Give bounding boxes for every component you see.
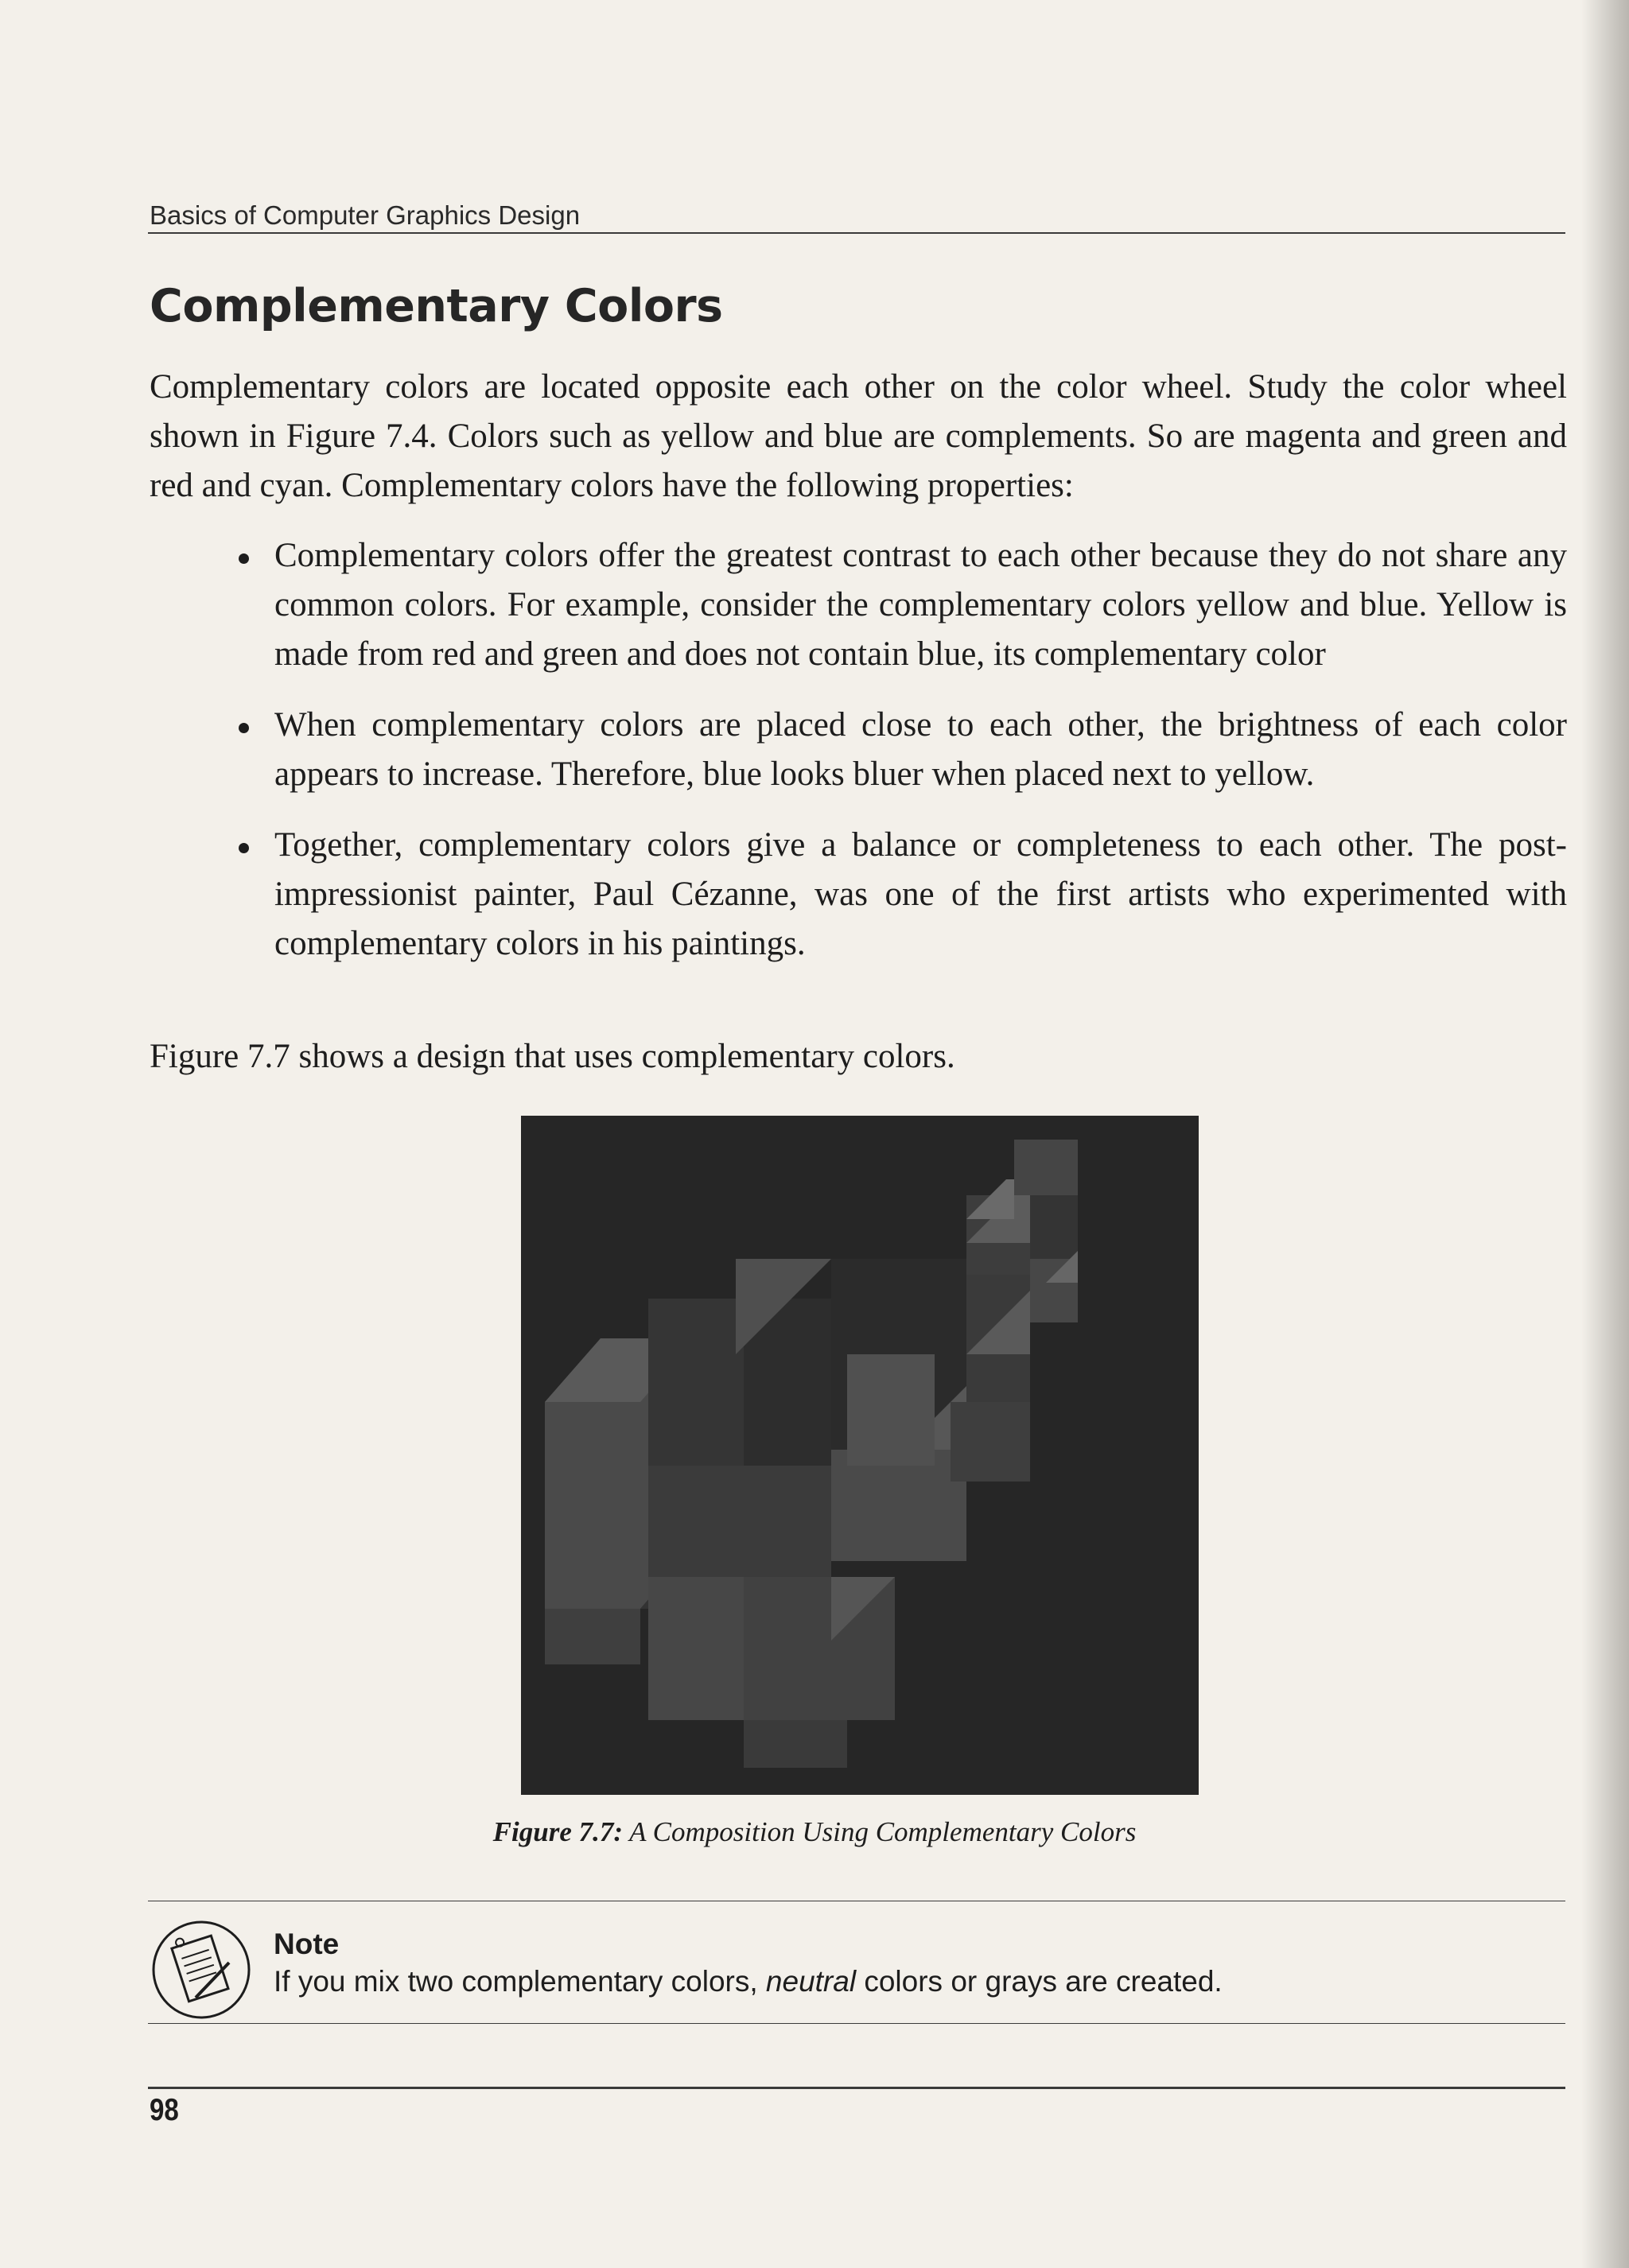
figure-caption	[0, 1816, 1629, 1848]
figure-intro: Figure 7.7 shows a design that uses complementary colors.	[150, 1038, 955, 1075]
composition-figure	[521, 1116, 1199, 1795]
note-text-end: colors or grays are created.	[856, 1965, 1223, 1998]
footer-rule	[148, 2087, 1565, 2089]
note-emphasis: neutral	[765, 1965, 857, 1998]
list-item	[150, 701, 1567, 799]
note-text-start: If you mix two complementary colors,	[274, 1965, 766, 1998]
notepad-pencil-icon	[150, 1918, 253, 2025]
list-item-text: Together, complementary colors give a balance or completeness to each other. The post-impressionist painter, Paul Cézanne, was one of the first artists who experimented with complementary colors in his paintings.	[274, 826, 1567, 962]
properties-list	[150, 531, 1567, 990]
list-item	[150, 821, 1567, 969]
note-text	[274, 1965, 1223, 1998]
bullet-icon	[239, 553, 249, 564]
page-edge-shadow	[1581, 0, 1629, 2268]
list-item-text: When complementary colors are placed close to each other, the brightness of each color appears to increase. Therefore, blue looks bluer when placed next to yellow.	[274, 706, 1567, 793]
page-number: 98	[150, 2093, 179, 2127]
intro-paragraph: Complementary colors are located opposite each other on the color wheel. Study the color wheel shown in Figure 7.4. Colors such as yellow and blue are complements. So are magenta and green and red and cyan. Complementary colors have the following properties:	[150, 368, 1567, 504]
figure-caption-text: A Composition Using Complementary Colors	[629, 1816, 1137, 1847]
bullet-icon	[239, 843, 249, 853]
list-item-text: Complementary colors offer the greatest contrast to each other because they do not share any common colors. For example, consider the complementary colors yellow and blue. Yellow is made from red and green and does not contain blue, its complementary color	[274, 537, 1567, 673]
list-item	[150, 531, 1567, 679]
note-bottom-rule	[148, 2023, 1565, 2024]
running-head: Basics of Computer Graphics Design	[150, 200, 581, 230]
header-rule	[148, 232, 1565, 234]
note-title: Note	[274, 1928, 340, 1960]
figure-caption-label: Figure 7.7:	[492, 1816, 624, 1847]
bullet-icon	[239, 723, 249, 733]
composition-artwork	[521, 1116, 1199, 1795]
section-title: Complementary Colors	[150, 280, 723, 332]
